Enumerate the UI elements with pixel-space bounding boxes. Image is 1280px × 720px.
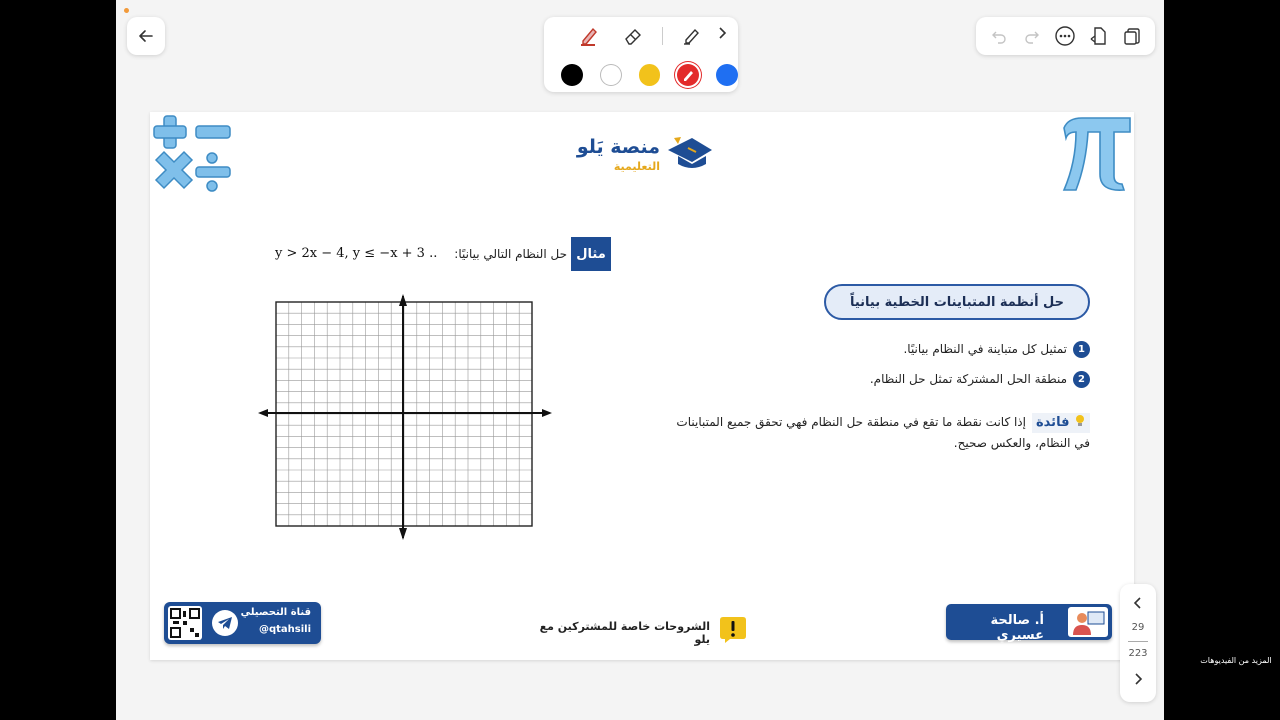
platform-logo (568, 132, 716, 178)
tool-row (544, 17, 738, 55)
export-button[interactable] (1086, 23, 1112, 49)
prev-page-button[interactable] (1120, 592, 1156, 614)
point-item (903, 339, 1090, 359)
action-toolbar (976, 17, 1155, 55)
warning-icon (718, 614, 748, 644)
more-videos-link[interactable]: المزيد من الفيديوهات (1200, 656, 1272, 665)
benefit-text: إذا كانت نقطة ما تقع في منطقة حل النظام فهي تحقق جميع المتباينات في النظام، والعكس صحيح. (676, 415, 1090, 450)
teacher-card (946, 604, 1112, 643)
selected-pen-icon (677, 64, 699, 86)
chevron-right-icon (1132, 672, 1144, 686)
telegram-icon (212, 610, 238, 636)
highlighter-tool-button[interactable] (677, 21, 707, 51)
lesson-title: حل أنظمة المتباينات الخطية بيانياً (824, 284, 1090, 320)
pi-symbol-icon (1058, 112, 1134, 192)
example-badge: مثال (571, 237, 611, 271)
redo-button[interactable] (1019, 23, 1045, 49)
drawing-tools-panel (544, 17, 738, 92)
next-page-button[interactable] (1120, 668, 1156, 690)
current-page: 29 (1131, 622, 1145, 633)
benefit-tag-text: فائدة (1036, 415, 1070, 430)
channel-title: قناة التحصيلي (240, 607, 311, 618)
color-swatch[interactable] (639, 64, 661, 86)
redo-icon (1024, 28, 1040, 44)
page-navigator (1120, 584, 1156, 702)
export-icon (1089, 26, 1109, 46)
benefit-note (670, 412, 1090, 453)
notice-text: الشروحات خاصة للمشتركين مع يلو (539, 620, 710, 646)
math-symbols-icon (150, 112, 240, 198)
more-button[interactable] (1052, 23, 1078, 49)
example-row (275, 237, 611, 271)
color-swatch[interactable] (677, 64, 699, 86)
copy-button[interactable] (1119, 23, 1145, 49)
logo-subtitle: التعليمية (613, 160, 660, 173)
point-item (870, 369, 1090, 389)
highlighter-icon (680, 24, 704, 48)
total-pages: 223 (1128, 648, 1148, 659)
channel-handle: @qtahsili (258, 624, 311, 635)
back-button[interactable] (127, 17, 165, 55)
recording-dot (124, 8, 129, 13)
pen-icon (577, 24, 601, 48)
chevron-left-icon (1132, 596, 1144, 610)
subscriber-notice (530, 612, 754, 644)
coordinate-grid[interactable] (258, 294, 554, 540)
eraser-icon (621, 24, 645, 48)
tool-divider (662, 27, 663, 45)
qr-code-icon (168, 606, 202, 640)
undo-button[interactable] (986, 23, 1012, 49)
arrow-left-icon (137, 27, 155, 45)
color-swatch[interactable] (716, 64, 738, 86)
copy-icon (1122, 26, 1142, 46)
color-swatch[interactable] (561, 64, 583, 86)
whiteboard-stage (116, 0, 1164, 720)
expand-tools-button[interactable] (716, 25, 728, 44)
graduation-cap-icon (666, 134, 714, 174)
lesson-slide (150, 112, 1134, 660)
more-icon (1054, 25, 1076, 47)
teacher-name: أ. صالحة عسيري (990, 613, 1044, 643)
benefit-tag (1032, 413, 1090, 433)
pen-tool-button[interactable] (574, 21, 604, 51)
point-number: 2 (1073, 371, 1090, 388)
undo-icon (991, 28, 1007, 44)
example-label: حل النظام التالي بيانيًا: (454, 247, 567, 261)
chevron-right-icon (716, 26, 728, 40)
page-divider (1128, 641, 1148, 642)
point-text: منطقة الحل المشتركة تمثل حل النظام. (869, 372, 1067, 386)
channel-card[interactable] (164, 602, 321, 644)
teacher-avatar (1068, 607, 1108, 637)
point-number: 1 (1073, 341, 1090, 358)
example-math: y > 2x − 4, y ≤ −x + 3 .. (275, 246, 438, 261)
eraser-tool-button[interactable] (618, 21, 648, 51)
lightbulb-icon (1074, 414, 1086, 428)
color-swatches (544, 61, 738, 89)
logo-name: منصة يَلو (576, 136, 660, 158)
color-swatch[interactable] (600, 64, 622, 86)
point-text: تمثيل كل متباينة في النظام بيانيًا. (903, 342, 1067, 356)
